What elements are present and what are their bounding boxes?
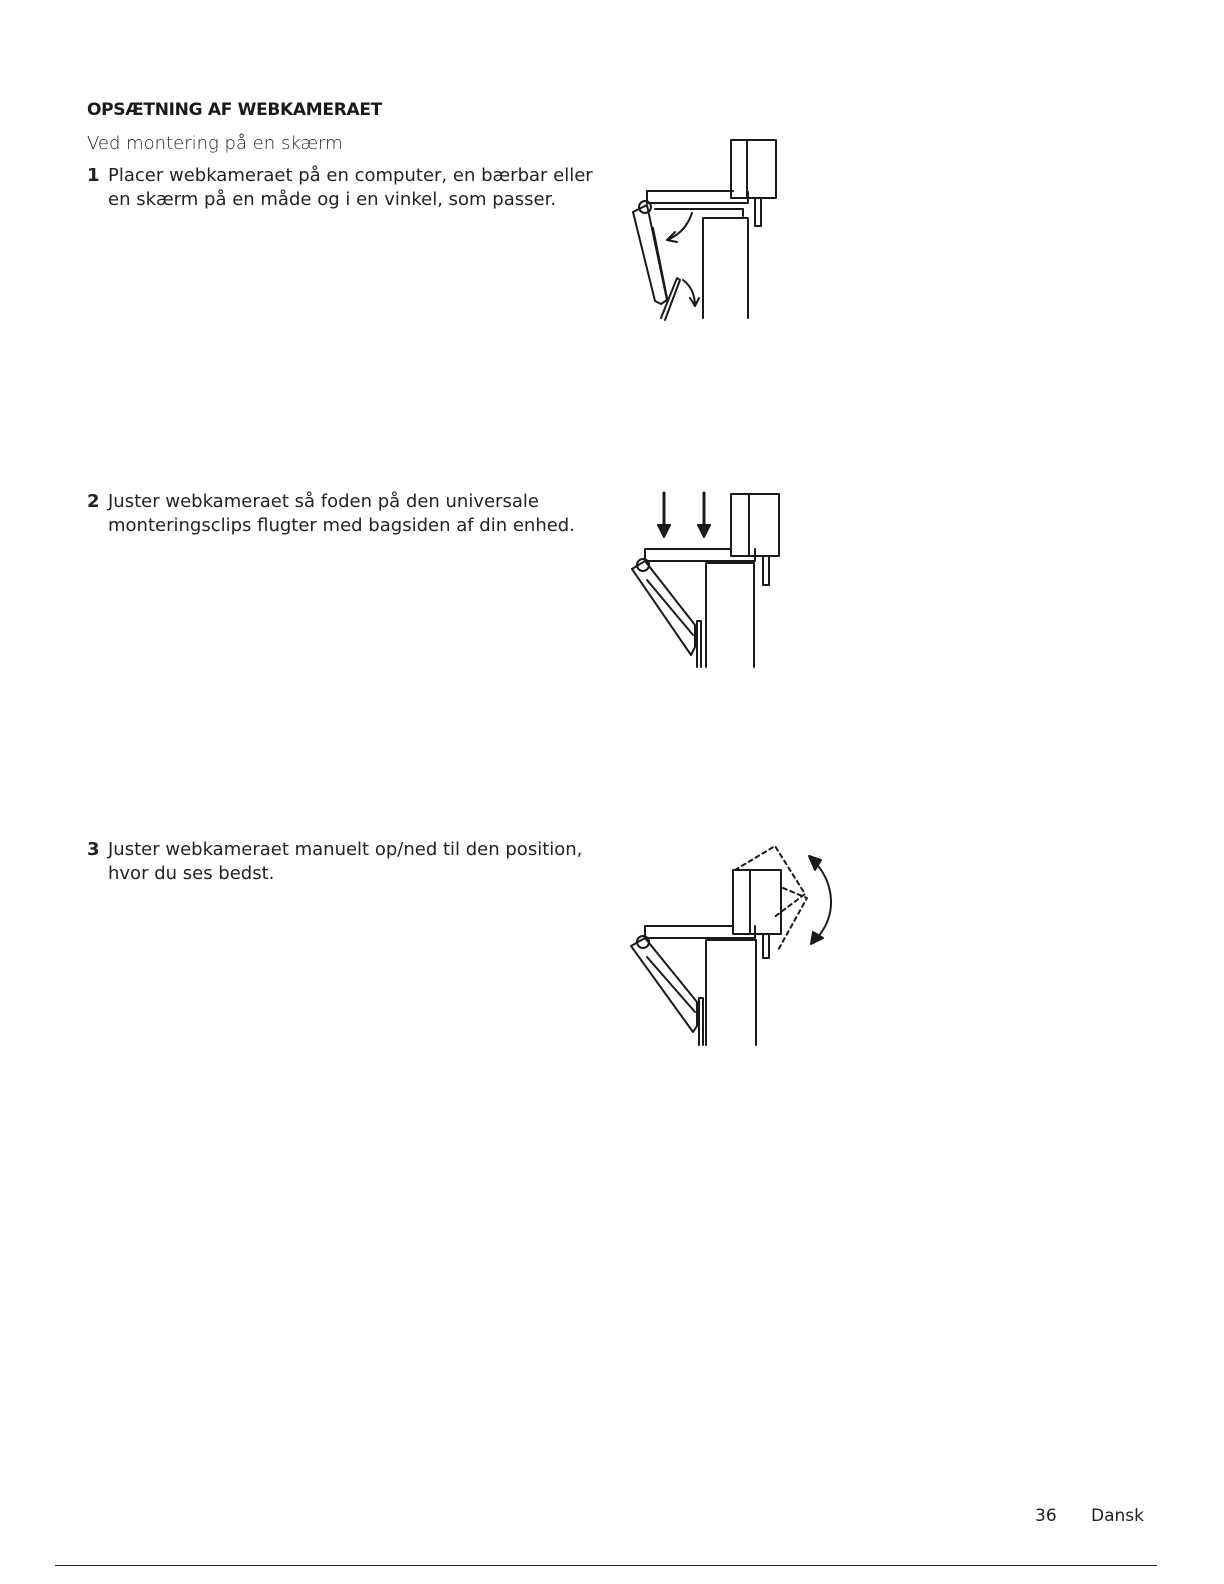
step-3-illustration xyxy=(615,840,845,1050)
footer-language: Dansk xyxy=(1091,1506,1144,1526)
step-3 xyxy=(87,838,607,886)
step-number: 2 xyxy=(87,491,100,512)
section-title: OPSÆTNING AF WEBKAMERAET xyxy=(87,100,382,120)
section-subtitle: Ved montering på en skærm xyxy=(87,133,343,154)
step-1-illustration xyxy=(615,130,795,325)
footer-divider xyxy=(55,1565,1157,1566)
step-number: 1 xyxy=(87,165,100,186)
step-text: Juster webkameraet så foden på den universale monteringsclips flugter med bagsiden af din enhed. xyxy=(108,491,575,536)
step-2-illustration xyxy=(615,485,795,675)
page-number: 36 xyxy=(1035,1506,1057,1526)
step-1 xyxy=(87,164,607,212)
step-text: Placer webkameraet på en computer, en bærbar eller en skærm på en måde og i en vinkel, som passer. xyxy=(108,165,593,210)
step-2 xyxy=(87,490,607,538)
step-number: 3 xyxy=(87,839,100,860)
step-text: Juster webkameraet manuelt op/ned til den position, hvor du ses bedst. xyxy=(108,839,583,884)
